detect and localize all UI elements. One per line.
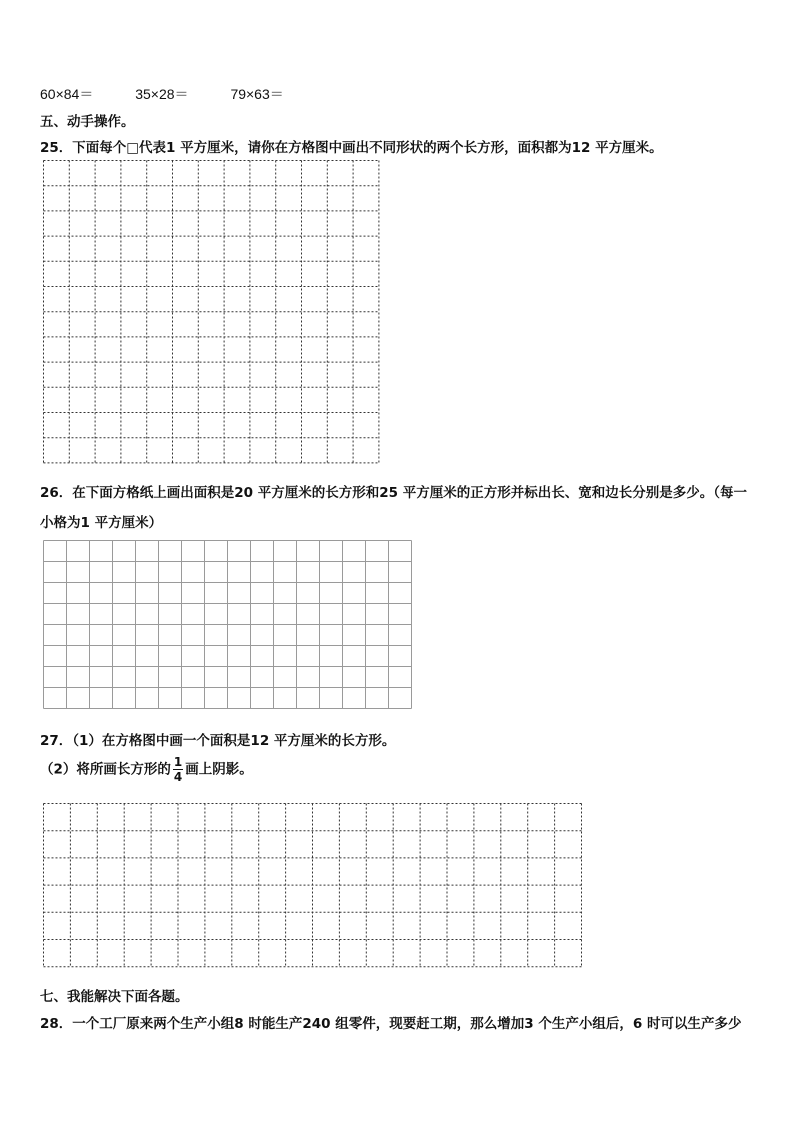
question-26-line1: 26．在下面方格纸上画出面积是20 平方厘米的长方形和25 平方厘米的正方形并标出长、宽和边长分别是多少。（每一 [40, 485, 748, 501]
grid-q25[interactable] [43, 160, 383, 470]
calc-item: 35×28＝ [135, 86, 189, 102]
calc-item: 79×63＝ [230, 86, 284, 102]
question-28: 28．一个工厂原来两个生产小组8 时能生产240 组零件，现要赶工期，那么增加3 个生产小组后，6 时可以生产多少 [40, 1016, 742, 1032]
q27-2-suffix: 画上阴影。 [185, 761, 253, 778]
question-26-line2: 小格为1 平方厘米） [40, 515, 163, 531]
question-27-1: 27．（1）在方格图中画一个面积是12 平方厘米的长方形。 [40, 733, 396, 749]
question-25: 25．下面每个□代表1 平方厘米，请你在方格图中画出不同形状的两个长方形，面积都为12 平方厘米。 [40, 140, 663, 156]
section-heading-5: 五、动手操作。 [40, 114, 135, 130]
q27-2-prefix: （2）将所画长方形的 [40, 761, 171, 778]
question-27-2 [40, 756, 253, 783]
fraction-one-quarter [173, 756, 183, 783]
grid-q26[interactable] [43, 540, 415, 712]
fraction-denominator: 4 [173, 770, 183, 784]
calc-item: 60×84＝ [40, 86, 94, 102]
calc-row [40, 84, 322, 104]
section-heading-7: 七、我能解决下面各题。 [40, 989, 189, 1005]
fraction-numerator: 1 [173, 755, 183, 769]
grid-q27[interactable] [43, 803, 585, 971]
